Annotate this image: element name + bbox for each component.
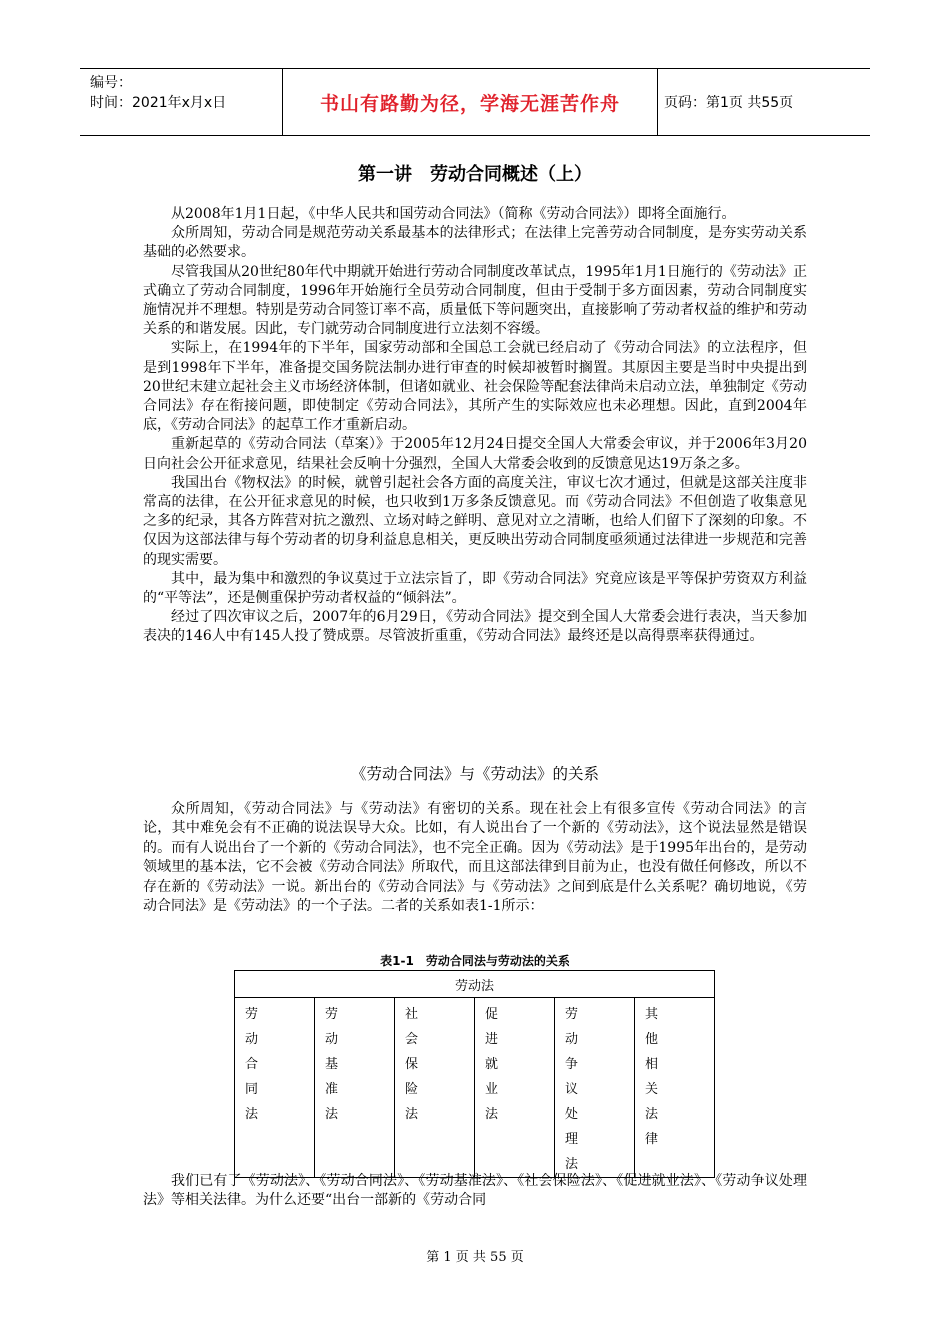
paragraph: 众所周知，劳动合同是规范劳动关系最基本的法律形式；在法律上完善劳动合同制度，是夯实劳动关系基础的必然要求。 <box>143 225 807 261</box>
section-heading: 《劳动合同法》与《劳动法》的关系 <box>350 765 599 783</box>
page-footer: 第 1 页 共 55 页 <box>426 1250 524 1265</box>
header-meta <box>80 69 283 135</box>
relationship-table <box>234 970 715 1178</box>
document-number-label: 编号： <box>90 75 132 91</box>
table-cell-char: 动 <box>245 1032 259 1047</box>
section-body <box>143 800 807 916</box>
table-cell-char: 其 <box>645 1007 659 1022</box>
table-column-cell <box>235 998 315 1178</box>
table-cell-char: 同 <box>245 1082 259 1097</box>
paragraph: 众所周知，《劳动合同法》与《劳动法》有密切的关系。现在社会上有很多宣传《劳动合同法》的言论，其中难免会有不正确的说法误导大众。比如，有人说出台了一个新的《劳动法》，这个说法显然是错误的。而有人说出台了一个新的《劳动合同法》，也不完全正确。因为《劳动法》是于1995年出台的，是劳动领域里的基本法，它不会被《劳动合同法》所取代，而且这部法律到目前为止，也没有做任何修改，所以不存在新的《劳动法》一说。新出台的《劳动合同法》与《劳动法》之间到底是什么关系呢？确切地说，《劳动合同法》是《劳动法》的一个子法。二者的关系如表1-1所示： <box>143 801 807 915</box>
table-cell-char: 法 <box>405 1107 419 1122</box>
table-cell-char: 就 <box>485 1057 499 1072</box>
table-column-cell <box>315 998 395 1178</box>
paragraph: 其中，最为集中和激烈的争议莫过于立法宗旨了，即《劳动合同法》究竟应该是平等保护劳资双方利益的“平等法”，还是侧重保护劳动者权益的“倾斜法”。 <box>143 570 807 607</box>
table-cell-char: 法 <box>245 1107 259 1122</box>
table-column-cell <box>555 998 635 1178</box>
paragraph: 我们已有了《劳动法》、《劳动合同法》、《劳动基准法》、《社会保险法》、《促进就业法》、《劳动争议处理法》等相关法律。为什么还要“出台一部新的《劳动合同 <box>143 1173 807 1209</box>
paragraph: 尽管我国从20世纪80年代中期就开始进行劳动合同制度改革试点，1995年1月1日施行的《劳动法》正式确立了劳动合同制度，1996年开始施行全员劳动合同制度，但由于受制于多方面因素，劳动合同制度实施情况并不理想。特别是劳动合同签订率不高，质量低下等问题突出，直接影响了劳动者权益的维护和劳动关系的和谐发展。因此，专门就劳动合同制度进行立法刻不容缓。 <box>143 263 807 338</box>
header-motto: 书山有路勤为径，学海无涯苦作舟 <box>283 69 658 135</box>
table-cell-char: 关 <box>645 1082 659 1097</box>
table-cell-char: 法 <box>325 1107 339 1122</box>
table-cell-char: 争 <box>565 1057 579 1072</box>
table-cell-char: 险 <box>405 1082 419 1097</box>
table-cell-char: 法 <box>565 1157 579 1172</box>
paragraph: 经过了四次审议之后，2007年的6月29日，《劳动合同法》提交到全国人大常委会进行表决，当天参加表决的146人中有145人投了赞成票。尽管波折重重，《劳动合同法》最终还是以高得票率获得通过。 <box>143 609 807 645</box>
table-cell-char: 法 <box>485 1107 499 1122</box>
paragraph: 实际上，在1994年的下半年，国家劳动部和全国总工会就已经启动了《劳动合同法》的立法程序，但是到1998年下半年，准备提交国务院法制办进行审查的时候却被暂时搁置。其原因主要是当时中央提出到20世纪末建立起社会主义市场经济体制，但诸如就业、社会保险等配套法律尚未启动立法，单独制定《劳动合同法》存在衔接问题，即使制定《劳动合同法》，其所产生的实际效应也未必理想。因此，直到2004年底，《劳动合同法》的起草工作才重新启动。 <box>143 340 807 434</box>
table-cell-char: 保 <box>405 1057 419 1072</box>
table-column-cell <box>635 998 715 1178</box>
table-cell-char: 促 <box>485 1007 499 1022</box>
table-cell-char: 进 <box>485 1032 499 1047</box>
table-cell-char: 动 <box>325 1032 339 1047</box>
table-cell-char: 基 <box>325 1057 339 1072</box>
table-cell-char: 处 <box>565 1107 579 1122</box>
table-column-cell <box>475 998 555 1178</box>
document-date-label: 时间：2021年x月x日 <box>90 95 227 111</box>
paragraph: 我国出台《物权法》的时候，就曾引起社会各方面的高度关注，审议七次才通过，但就是这部关注度非常高的法律，在公开征求意见的时候，也只收到1万多条反馈意见。而《劳动合同法》不但创造了收集意见之多的纪录，其各方阵营对抗之激烈、立场对峙之鲜明、意见对立之清晰，也给人们留下了深刻的印象。不仅因为这部法律与每个劳动者的切身利益息息相关，更反映出劳动合同制度亟须通过法律进一步规范和完善的现实需要。 <box>143 474 807 568</box>
table-cell-char: 他 <box>645 1032 659 1047</box>
table-cell-char: 劳 <box>565 1007 579 1022</box>
table-cell-char: 理 <box>565 1132 579 1147</box>
table-header-cell: 劳动法 <box>235 971 715 998</box>
table-cell-char: 社 <box>405 1007 419 1022</box>
paragraph: 从2008年1月1日起，《中华人民共和国劳动合同法》（简称《劳动合同法》）即将全面施行。 <box>171 206 736 222</box>
table-cell-char: 相 <box>645 1057 659 1072</box>
table-cell-char: 议 <box>565 1082 579 1097</box>
lecture-title: 第一讲 劳动合同概述（上） <box>358 164 592 185</box>
table-cell-char: 法 <box>645 1107 659 1122</box>
closing-body <box>143 1172 807 1211</box>
table-cell-char: 动 <box>565 1032 579 1047</box>
table-column-cell <box>395 998 475 1178</box>
intro-body <box>143 205 807 647</box>
table-cell-char: 准 <box>325 1082 339 1097</box>
page-header <box>80 68 870 136</box>
table-cell-char: 律 <box>645 1132 659 1147</box>
table-cell-char: 业 <box>485 1082 499 1097</box>
table-cell-char: 会 <box>405 1032 419 1047</box>
table-cell-char: 合 <box>245 1057 259 1072</box>
table-caption: 表1-1 劳动合同法与劳动法的关系 <box>380 954 570 968</box>
header-page-info: 页码：第1页 共55页 <box>664 95 794 111</box>
table-cell-char: 劳 <box>325 1007 339 1022</box>
table-cell-char: 劳 <box>245 1007 259 1022</box>
paragraph: 重新起草的《劳动合同法（草案）》于2005年12月24日提交全国人大常委会审议，并于2006年3月20日向社会公开征求意见，结果社会反响十分强烈，全国人大常委会收到的反馈意见达19万条之多。 <box>143 436 807 472</box>
